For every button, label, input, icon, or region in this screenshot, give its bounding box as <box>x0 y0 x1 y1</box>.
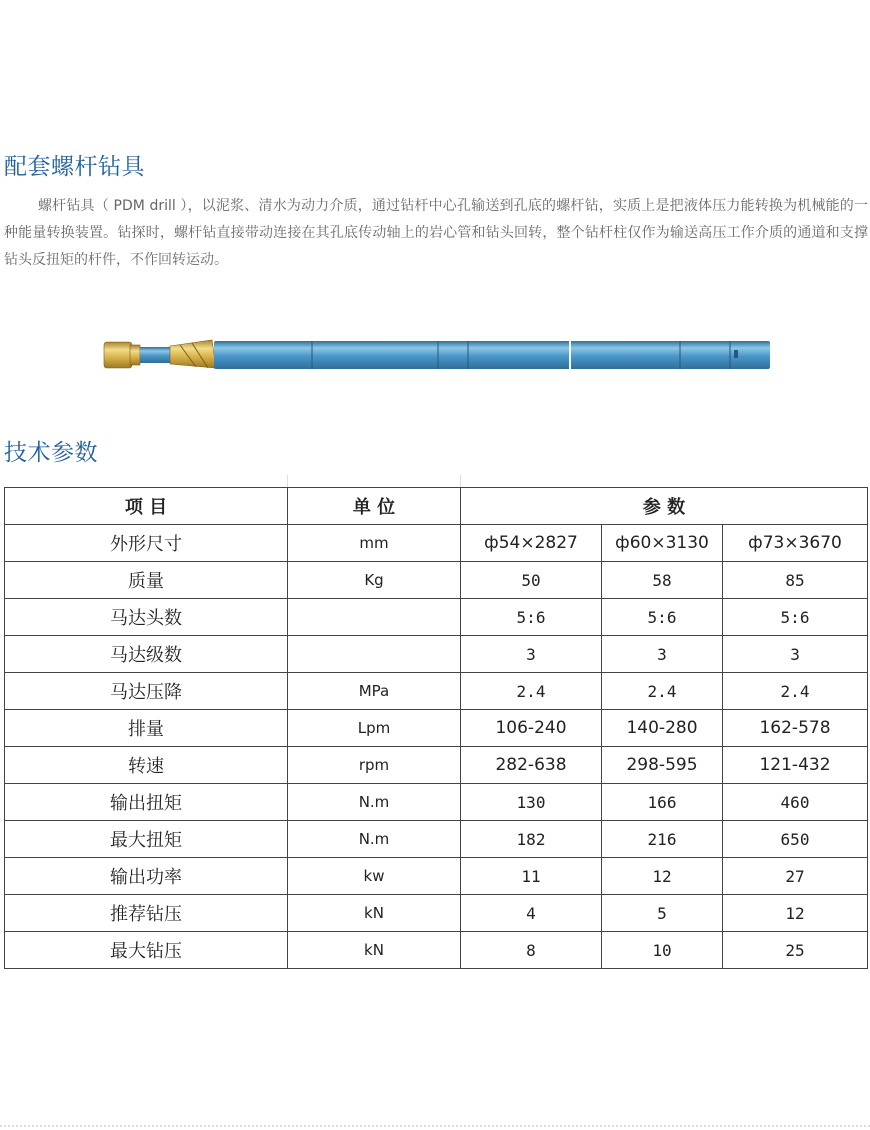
cell-unit: kN <box>288 895 461 932</box>
cell-unit: kN <box>288 932 461 969</box>
intro-paragraph: 螺杆钻具（ PDM drill ），以泥浆、清水为动力介质，通过钻杆中心孔输送到孔底的螺杆钻，实质上是把液体压力能转换为机械能的一种能量转换装置。钻探时，螺杆钻直接带动连接在其孔底传动轴上的岩心管和钻头回转，整个钻杆柱仅作为输送高压工作介质的通道和支撑钻头反扭矩的杆件，不作回转运动。 <box>4 198 868 268</box>
cell-item: 马达头数 <box>5 599 288 636</box>
cell-unit: N.m <box>288 784 461 821</box>
cell-value: 298-595 <box>602 747 723 784</box>
table-divider-tick <box>460 475 461 487</box>
cell-item: 质量 <box>5 562 288 599</box>
table-divider-tick <box>287 475 288 487</box>
cell-item: 推荐钻压 <box>5 895 288 932</box>
table-row <box>5 895 868 932</box>
cell-value: 58 <box>602 562 723 599</box>
table-row <box>5 673 868 710</box>
cell-value: ф54×2827 <box>461 525 602 562</box>
cell-unit: mm <box>288 525 461 562</box>
cell-value: 650 <box>723 821 868 858</box>
cell-value: ф73×3670 <box>723 525 868 562</box>
cell-value: 130 <box>461 784 602 821</box>
cell-value: 10 <box>602 932 723 969</box>
cell-unit <box>288 636 461 673</box>
table-row <box>5 562 868 599</box>
drill-body <box>214 341 770 369</box>
table-row <box>5 858 868 895</box>
cell-value: 2.4 <box>602 673 723 710</box>
cell-unit: MPa <box>288 673 461 710</box>
table-row <box>5 821 868 858</box>
cell-value: 5:6 <box>461 599 602 636</box>
table-row <box>5 525 868 562</box>
header-item: 项 目 <box>5 488 288 525</box>
cell-value: 5 <box>602 895 723 932</box>
pdm-drill-illustration <box>100 334 772 374</box>
cell-unit: rpm <box>288 747 461 784</box>
table-row <box>5 784 868 821</box>
cell-value: 140-280 <box>602 710 723 747</box>
cell-value: 5:6 <box>723 599 868 636</box>
cell-value: 25 <box>723 932 868 969</box>
cell-unit <box>288 599 461 636</box>
cell-item: 输出功率 <box>5 858 288 895</box>
cell-item: 外形尺寸 <box>5 525 288 562</box>
cell-value: 182 <box>461 821 602 858</box>
cell-value: 460 <box>723 784 868 821</box>
cell-item: 转速 <box>5 747 288 784</box>
cell-value: 3 <box>723 636 868 673</box>
cell-item: 最大钻压 <box>5 932 288 969</box>
cell-value: 282-638 <box>461 747 602 784</box>
cell-value: 11 <box>461 858 602 895</box>
spec-table <box>4 487 868 969</box>
cell-item: 马达压降 <box>5 673 288 710</box>
cell-item: 最大扭矩 <box>5 821 288 858</box>
table-row <box>5 599 868 636</box>
drill-connector <box>140 347 170 363</box>
cell-value: 166 <box>602 784 723 821</box>
cell-value: 50 <box>461 562 602 599</box>
cell-value: 3 <box>602 636 723 673</box>
cell-value: 4 <box>461 895 602 932</box>
cell-value: 2.4 <box>461 673 602 710</box>
cell-item: 排量 <box>5 710 288 747</box>
cell-value: 3 <box>461 636 602 673</box>
table-row <box>5 710 868 747</box>
cell-value: 12 <box>602 858 723 895</box>
header-unit: 单 位 <box>288 488 461 525</box>
table-row <box>5 747 868 784</box>
cell-value: 2.4 <box>723 673 868 710</box>
cell-unit: Kg <box>288 562 461 599</box>
cell-value: 8 <box>461 932 602 969</box>
table-header-row <box>5 488 868 525</box>
table-row <box>5 636 868 673</box>
cell-value: ф60×3130 <box>602 525 723 562</box>
cell-value: 85 <box>723 562 868 599</box>
cell-unit: kw <box>288 858 461 895</box>
cell-value: 106-240 <box>461 710 602 747</box>
cell-value: 216 <box>602 821 723 858</box>
cell-item: 输出扭矩 <box>5 784 288 821</box>
header-params: 参 数 <box>461 488 868 525</box>
cell-value: 27 <box>723 858 868 895</box>
section-title-specs: 技术参数 <box>4 440 98 466</box>
drill-bit <box>104 342 132 368</box>
section-title-pdm: 配套螺杆钻具 <box>4 154 145 180</box>
cell-value: 121-432 <box>723 747 868 784</box>
cell-value: 12 <box>723 895 868 932</box>
cell-value: 162-578 <box>723 710 868 747</box>
drill-bit-ring <box>130 345 140 365</box>
cell-unit: Lpm <box>288 710 461 747</box>
cell-unit: N.m <box>288 821 461 858</box>
table-row <box>5 932 868 969</box>
cell-item: 马达级数 <box>5 636 288 673</box>
footer-divider <box>0 1125 870 1127</box>
cell-value: 5:6 <box>602 599 723 636</box>
